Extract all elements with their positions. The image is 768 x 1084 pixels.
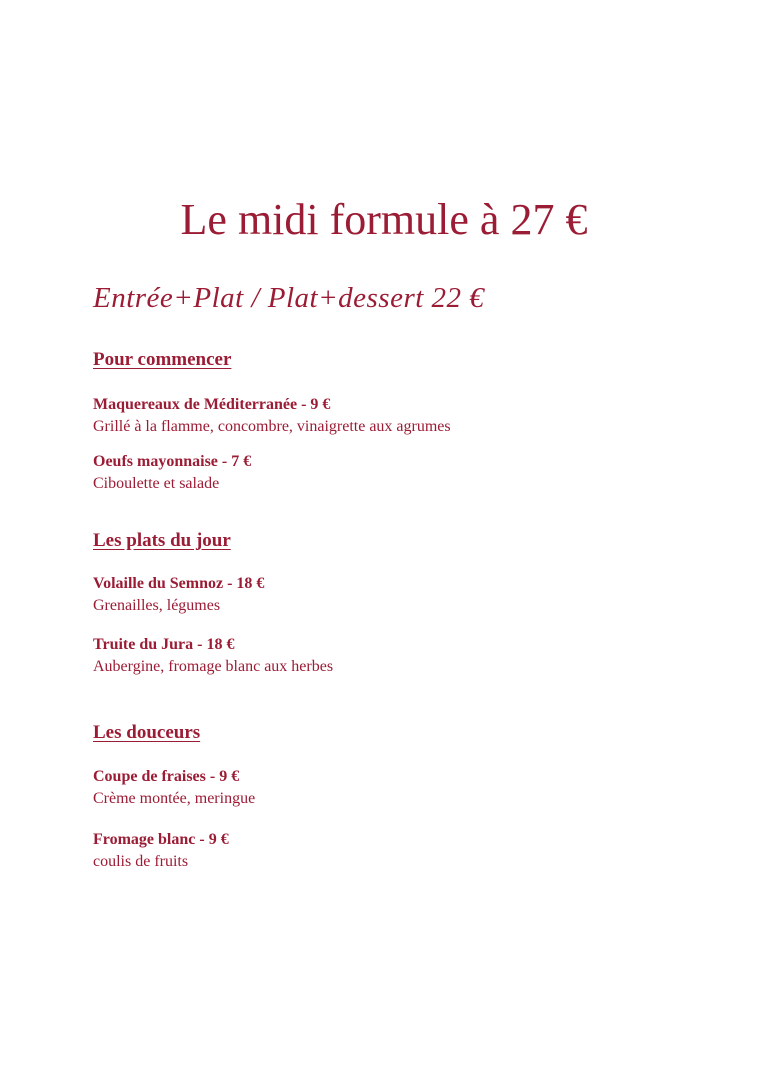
item-description: Grenailles, légumes: [93, 597, 221, 614]
item-name: Maquereaux de Méditerranée - 9 €: [93, 396, 331, 413]
section-title: Les plats du jour: [93, 530, 231, 551]
menu-title: Le midi formule à 27 €: [180, 195, 588, 244]
menu-item: [93, 451, 693, 495]
item-name: Fromage blanc - 9 €: [93, 831, 229, 848]
menu-item: [93, 394, 693, 438]
item-description: Grillé à la flamme, concombre, vinaigrette aux agrumes: [93, 418, 451, 435]
item-description: Crème montée, meringue: [93, 790, 256, 807]
section-title: Pour commencer: [93, 349, 232, 370]
menu-item: [93, 829, 693, 873]
item-name: Truite du Jura - 18 €: [93, 636, 235, 653]
item-name: Oeufs mayonnaise - 7 €: [93, 453, 252, 470]
menu-item: [93, 573, 693, 617]
menu-item: [93, 634, 693, 678]
menu-subtitle: Entrée+Plat / Plat+dessert 22 €: [93, 282, 485, 314]
section-title: Les douceurs: [93, 722, 201, 743]
item-description: coulis de fruits: [93, 853, 189, 870]
section-daily-dishes: [93, 529, 693, 678]
item-name: Coupe de fraises - 9 €: [93, 768, 240, 785]
item-description: Aubergine, fromage blanc aux herbes: [93, 658, 334, 675]
item-name: Volaille du Semnoz - 18 €: [93, 575, 265, 592]
menu-item: [93, 766, 693, 810]
section-desserts: [93, 721, 693, 873]
section-starters: [93, 348, 693, 495]
item-description: Ciboulette et salade: [93, 475, 220, 492]
